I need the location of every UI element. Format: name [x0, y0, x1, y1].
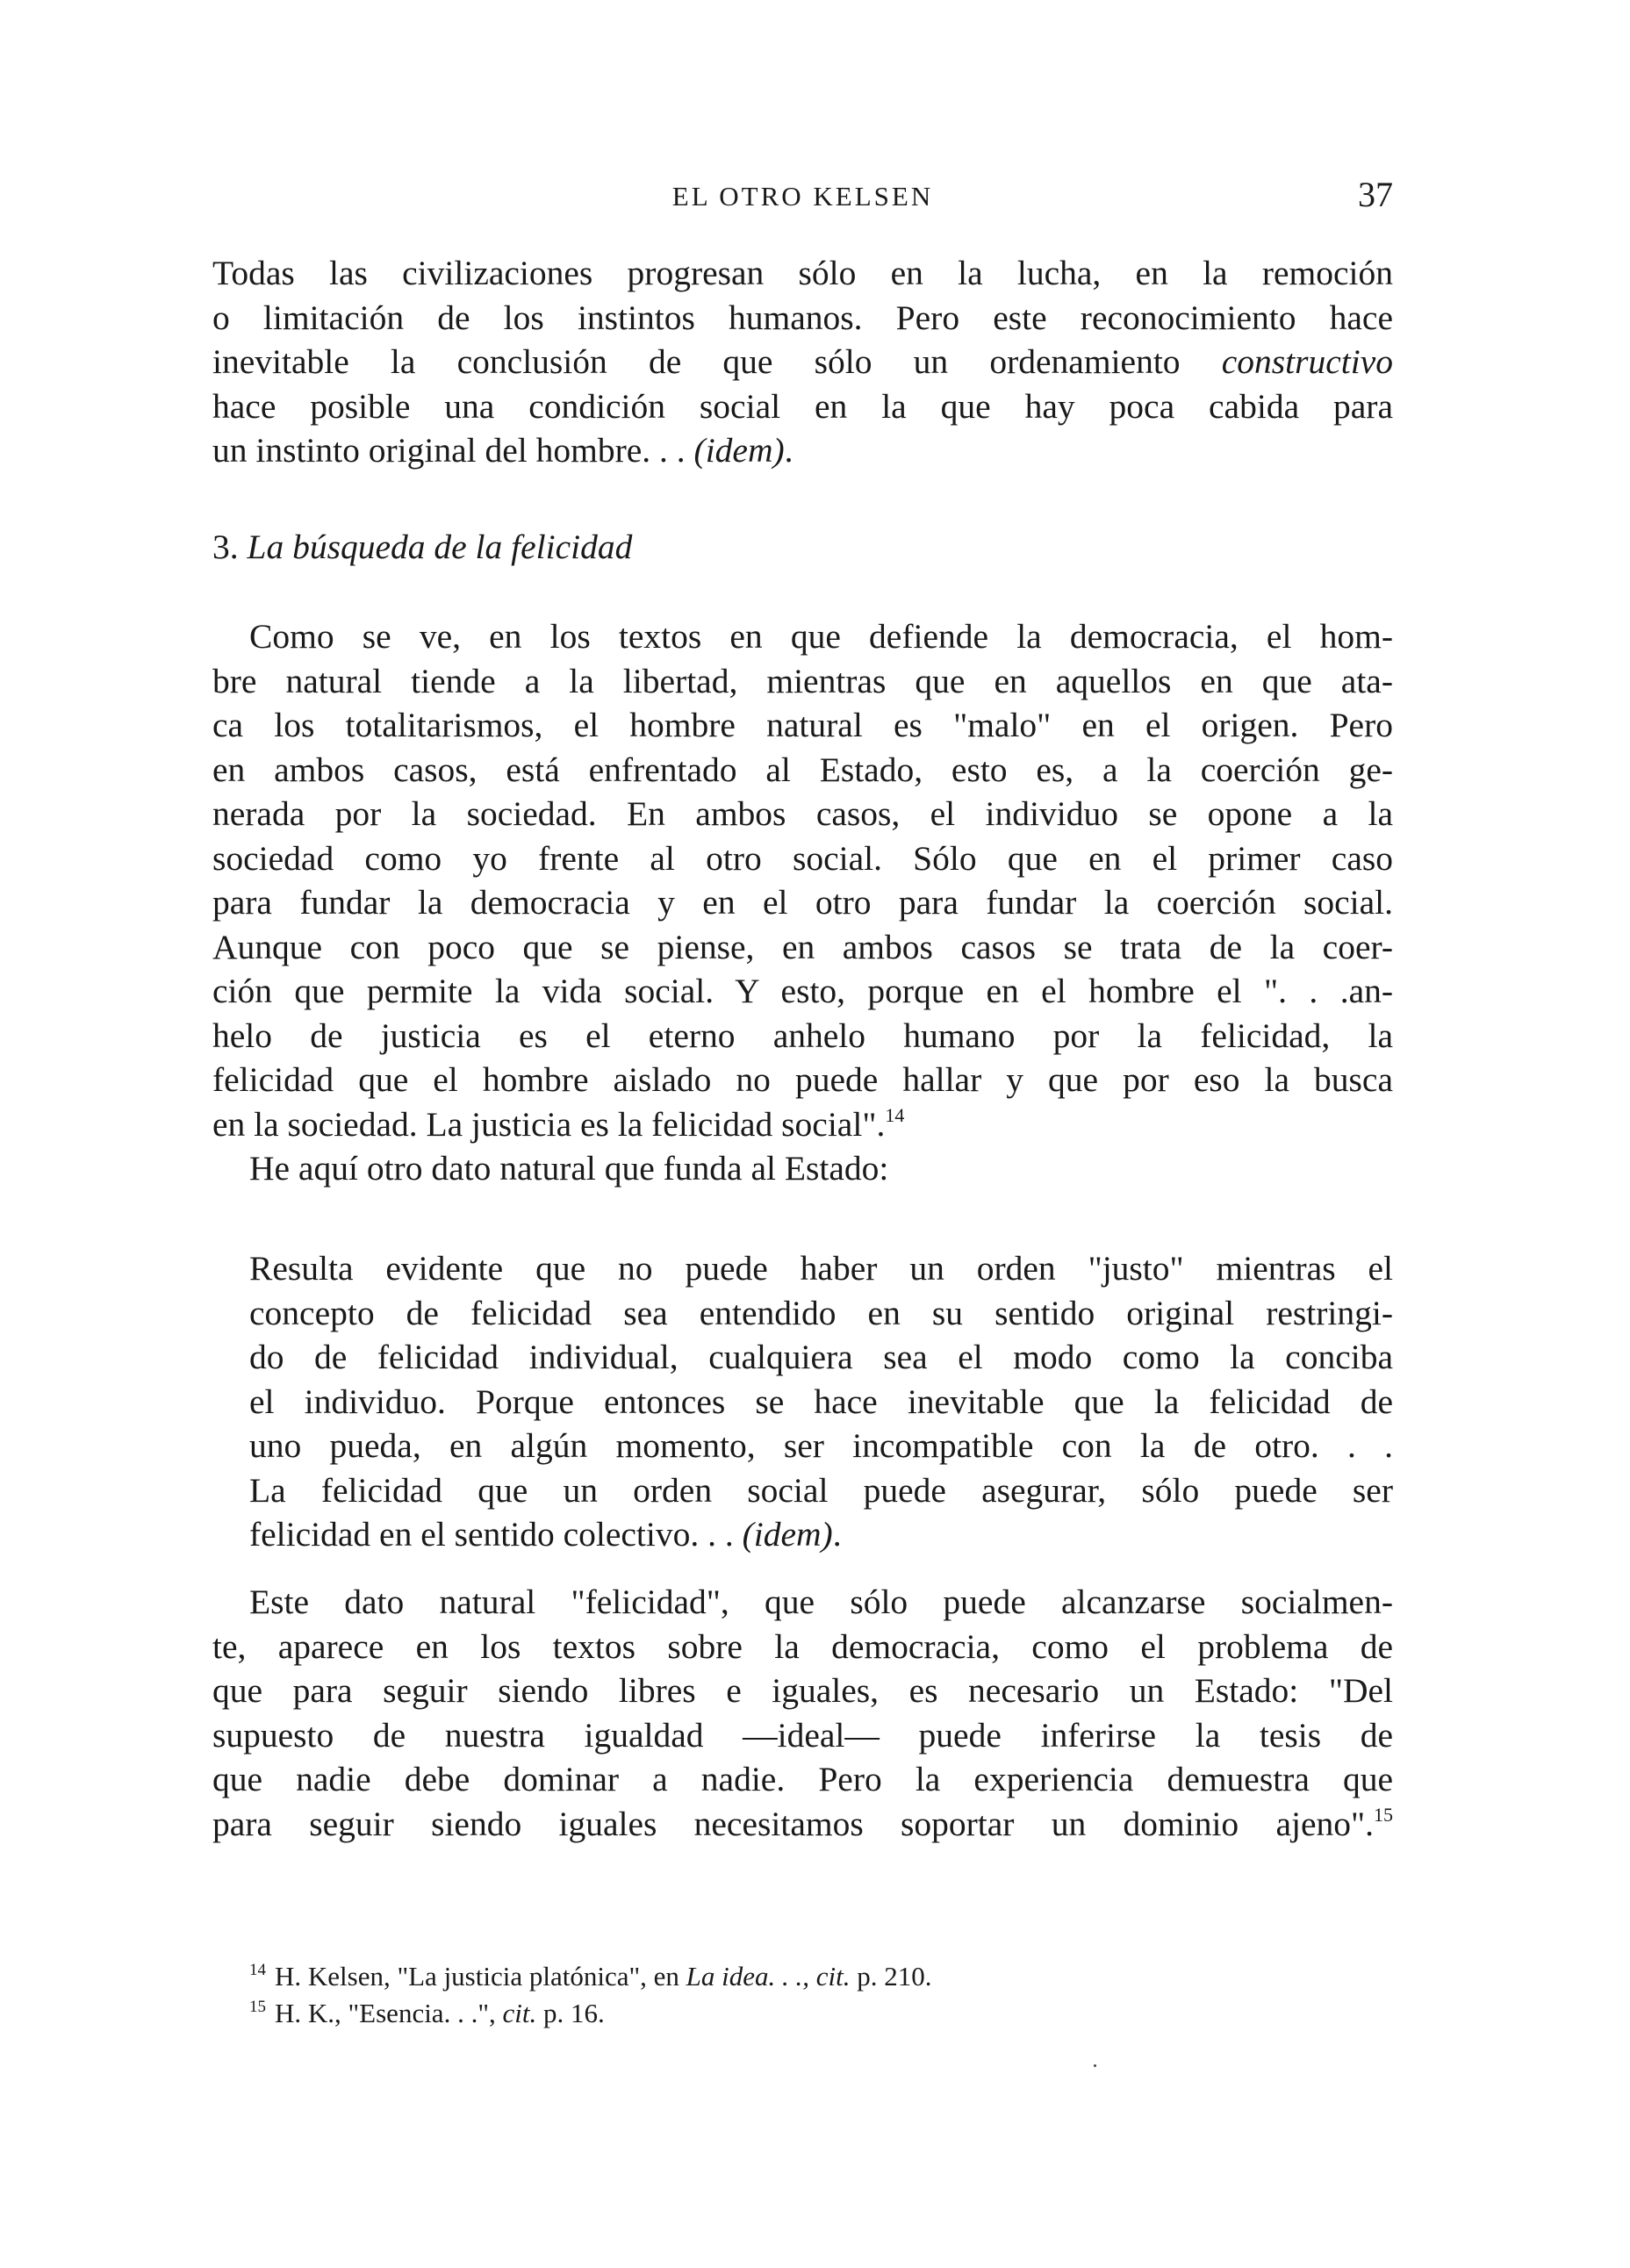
scan-speck [1094, 2064, 1096, 2067]
text-line: inevitable la conclusión de que sólo un ordenamiento constructivo [212, 342, 1394, 381]
quote-source: (idem) [742, 1515, 833, 1554]
footnote-ref-14[interactable]: 14 [885, 1103, 905, 1126]
text-line: Este dato natural "felicidad", que sólo puede alcanzarse socialmen- [249, 1583, 1393, 1621]
text-line: ción que permite la vida social. Y esto, porque en el hombre el ". . .an- [212, 972, 1393, 1010]
section-title: La búsqueda de la felicidad [247, 528, 633, 566]
page-number: 37 [1358, 175, 1393, 214]
text-line: He aquí otro dato natural que funda al Estado: [249, 1149, 889, 1188]
text-line: que nadie debe dominar a nadie. Pero la experiencia demuestra que [212, 1760, 1393, 1798]
running-head [212, 174, 1393, 219]
footnote-15: $^{15}$ H. K., "Esencia. . .", cit. p. 16. [249, 1998, 605, 2028]
text-line: o limitación de los instintos humanos. Pero este reconocimiento hace [212, 298, 1393, 337]
text-line: un instinto original del hombre. . . (idem). [212, 431, 793, 470]
text-line: ca los totalitarismos, el hombre natural es "malo" en el origen. Pero [212, 706, 1393, 744]
text-line: hace posible una condición social en la que hay poca cabida para [212, 386, 1393, 426]
paragraph-1 [212, 614, 1393, 1191]
quote-source: (idem) [693, 431, 785, 470]
text-line: Todas las civilizaciones progresan sólo en la lucha, en la remoción [212, 254, 1393, 292]
italic-word: constructivo [1221, 342, 1394, 381]
footnote-mark: 14 [249, 1961, 266, 1979]
running-title: EL OTRO KELSEN [671, 181, 934, 212]
text-line: en la sociedad. La justicia es la felicidad social".$^{14}$ [212, 1103, 905, 1144]
text-line: para seguir siendo iguales necesitamos soportar un dominio ajeno".$^{15}$ [212, 1803, 1393, 1843]
text-line: Aunque con poco que se piense, en ambos casos se trata de la coer- [212, 927, 1393, 966]
text-line: do de felicidad individual, cualquiera sea el modo como la conciba [249, 1338, 1393, 1376]
text-line: para fundar la democracia y en el otro para fundar la coerción social. [212, 883, 1393, 922]
text-line: concepto de felicidad sea entendido en su sentido original restringi- [249, 1293, 1393, 1332]
text-line: supuesto de nuestra igualdad —ideal— puede inferirse la tesis de [212, 1715, 1393, 1755]
text-line: La felicidad que un orden social puede asegurar, sólo puede ser [249, 1470, 1393, 1510]
text-line: sociedad como yo frente al otro social. Sólo que en el primer caso [212, 838, 1393, 878]
text-line: te, aparece en los textos sobre la democracia, como el problema de [212, 1626, 1393, 1666]
text-line: helo de justicia es el eterno anhelo humano por la felicidad, la [212, 1016, 1393, 1055]
text-line: el individuo. Porque entonces se hace inevitable que la felicidad de [249, 1382, 1393, 1421]
text-line: nerada por la sociedad. En ambos casos, el individuo se opone a la [212, 794, 1393, 833]
section-number: 3. [212, 528, 239, 566]
footnotes [249, 1960, 1215, 2034]
text-line: Resulta evidente que no puede haber un orden "justo" mientras el [249, 1249, 1393, 1288]
text-line: uno pueda, en algún momento, ser incompatible con la de otro. . . [249, 1426, 1393, 1465]
footnote-ref-15[interactable]: 15 [1374, 1803, 1393, 1826]
text-line: en ambos casos, está enfrentado al Estado, esto es, a la coerción ge- [212, 750, 1393, 789]
paragraph-3 [212, 1580, 1393, 1846]
text-line: Como se ve, en los textos en que defiende la democracia, el hom- [249, 617, 1393, 656]
footnote-14: $^{14}$ H. Kelsen, "La justicia platónica", en La idea. . ., cit. p. 210. [249, 1961, 932, 1992]
text-line: bre natural tiende a la libertad, mientras que en aquellos en que ata- [212, 661, 1393, 700]
text-line: que para seguir siendo libres e iguales, es necesario un Estado: "Del [212, 1671, 1393, 1710]
text-line: felicidad en el sentido colectivo. . . (idem). [249, 1515, 842, 1554]
footnote-mark: 15 [249, 1998, 266, 2016]
text-line: felicidad que el hombre aislado no puede hallar y que por eso la busca [212, 1060, 1393, 1099]
block-quote-1 [212, 251, 1393, 473]
section-heading [212, 525, 632, 569]
block-quote-2 [249, 1246, 1393, 1557]
